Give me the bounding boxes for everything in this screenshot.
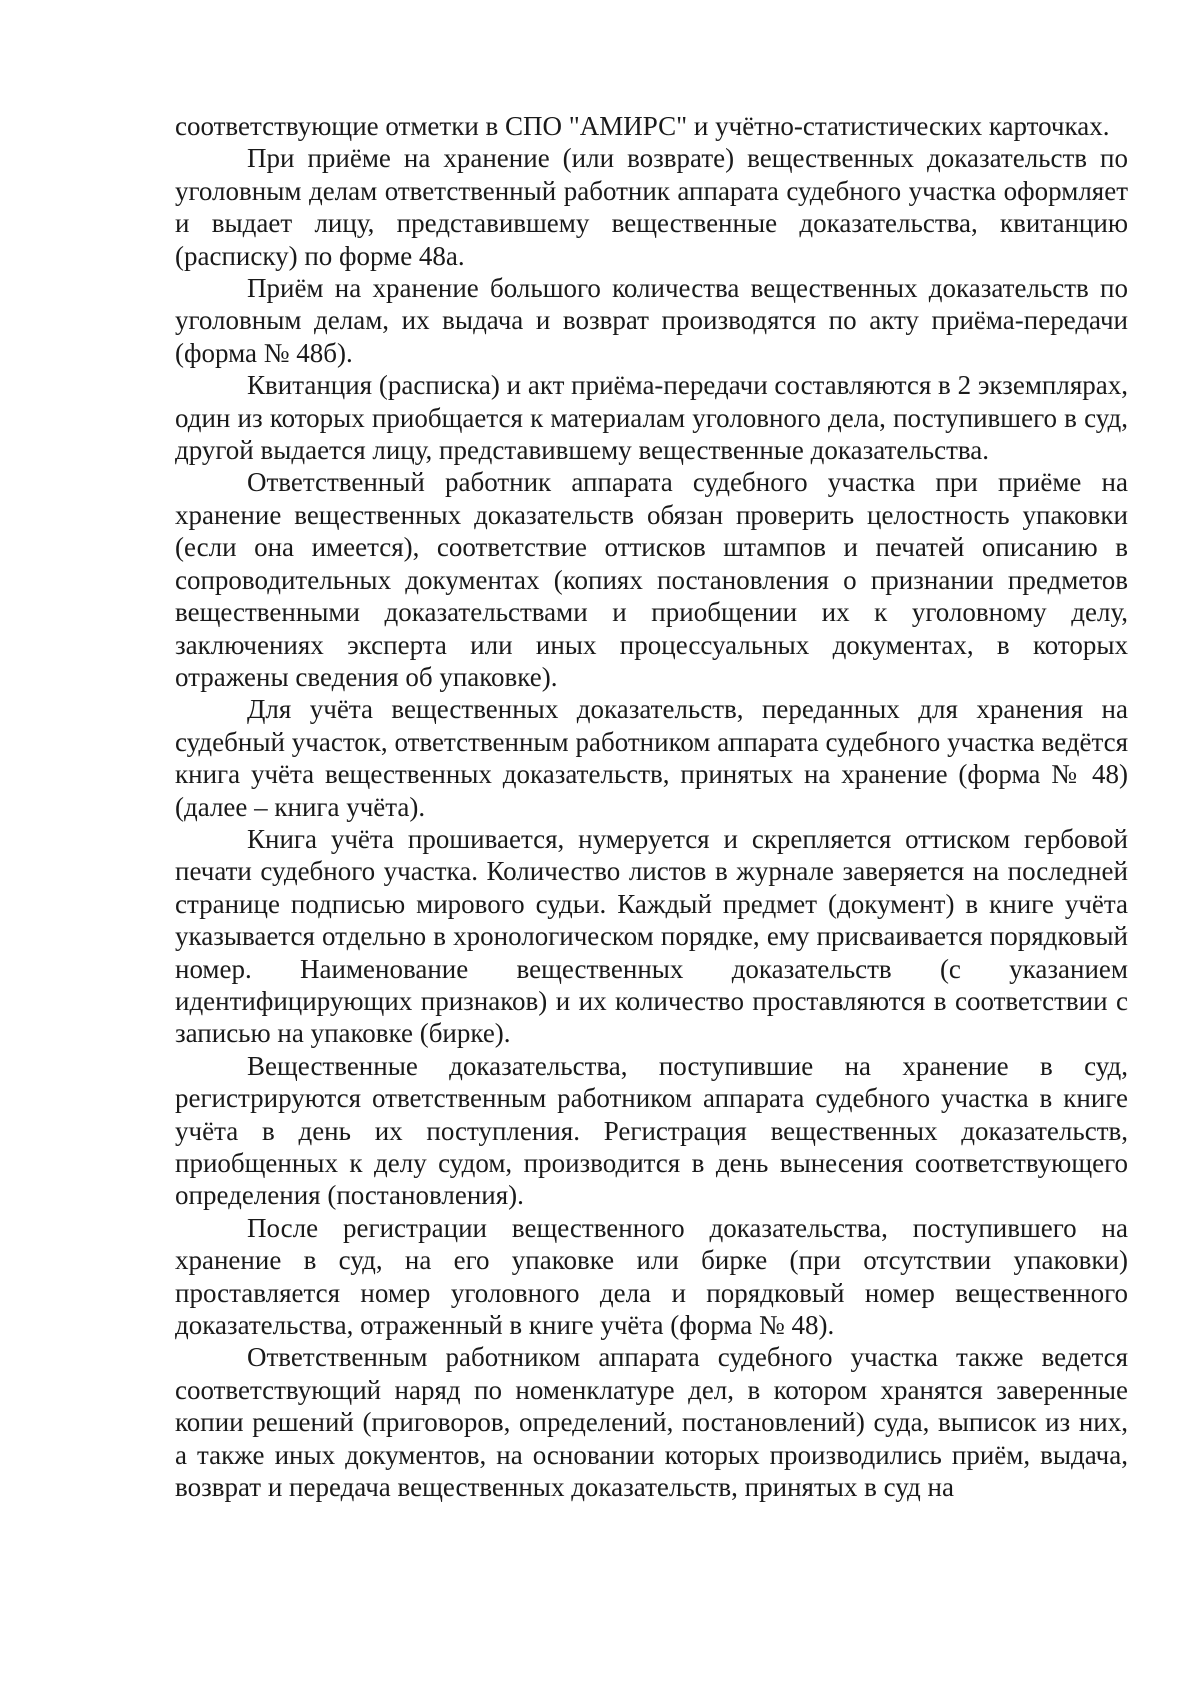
paragraph-book-binding: Книга учёта прошивается, нумеруется и скрепляется оттиском гербовой печати судебного участка. Количество листов в журнале заверяется на последней странице подписью мирового судьи. Каждый предмет (документ) в книге учёта указывается отдельно в хронологическом порядке, ему присваивается порядковый номер. Наименование вещественных доказательств (с указанием идентифицирующих признаков) и их количество проставляются в соответствии с записью на упаковке (бирке). [175,823,1128,1049]
paragraph-labeling: После регистрации вещественного доказательства, поступившего на хранение в суд, на его упаковке или бирке (при отсутствии упаковки) проставляется номер уголовного дела и порядковый номер вещественного доказательства, отраженный в книге учёта (форма № 48). [175,1212,1128,1341]
document-page [175,110,1128,1503]
paragraph-copies: Квитанция (расписка) и акт приёма-передачи составляются в 2 экземплярах, один из которых приобщается к материалам уголовного дела, поступившего в суд, другой выдается лицу, представившему вещественные доказательства. [175,370,1128,466]
paragraph-registration: Вещественные доказательства, поступившие на хранение в суд, регистрируются ответственным работником аппарата судебного участка в книге учёта в день их поступления. Регистрация вещественных доказательств, приобщенных к делу судом, производится в день вынесения соответствующего определения (постановления). [175,1050,1128,1211]
paragraph-file-folder: Ответственным работником аппарата судебного участка также ведется соответствующий наряд по номенклатуре дел, в котором хранятся заверенные копии решений (приговоров, определений, постановлений) суда, выписок из них, а также иных документов, на основании которых производились приём, выдача, возврат и передача вещественных доказательств, принятых в суд на [175,1342,1128,1503]
paragraph-packaging-check: Ответственный работник аппарата судебного участка при приёме на хранение вещественных доказательств обязан проверить целостность упаковки (если она имеется), соответствие оттисков штампов и печатей описанию в сопроводительных документах (копиях постановления о признании предметов вещественными доказательствами и приобщении их к уголовному делу, заключениях эксперта или иных процессуальных документах, в которых отражены сведения об упаковке). [175,467,1128,692]
paragraph-large-quantity: Приём на хранение большого количества вещественных доказательств по уголовным делам, их выдача и возврат производятся по акту приёма-передачи (форма № 48б). [175,273,1128,368]
paragraph-continuation: соответствующие отметки в СПО "АМИРС" и учётно-статистических карточках. [175,111,1110,141]
paragraph-registry-book: Для учёта вещественных доказательств, переданных для хранения на судебный участок, ответственным работником аппарата судебного участка ведётся книга учёта вещественных доказательств, принятых на хранение (форма № 48) (далее – книга учёта). [175,694,1128,822]
paragraph-receipt: При приёме на хранение (или возврате) вещественных доказательств по уголовным делам ответственный работник аппарата судебного участка оформляет и выдает лицу, представившему вещественные доказательства, квитанцию (расписку) по форме 48а. [175,143,1128,271]
